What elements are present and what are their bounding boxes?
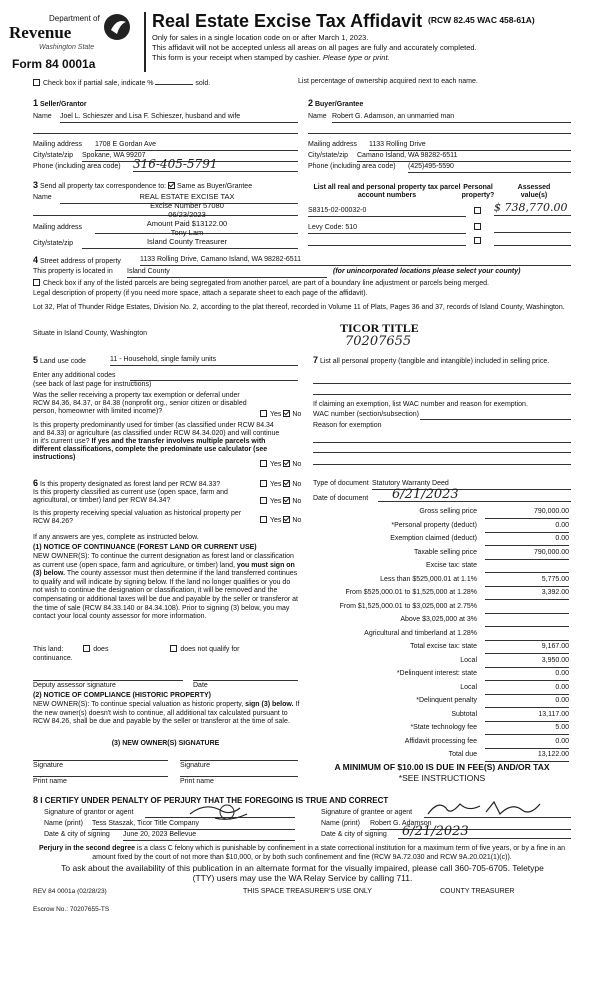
form-rcw: (RCW 82.45 WAC 458-61A) — [428, 15, 535, 25]
forest-q2: Is this property classified as current use (open space, farm and agricultural, or timber) land per RCW 84.34? — [33, 489, 228, 505]
header-sub2: This affidavit will not be accepted unless all areas on all pages are fully and accurately completed. — [152, 43, 477, 52]
owner-print-label-1: Print name — [33, 778, 67, 785]
wac-label: WAC number (section/subsection) — [313, 411, 419, 418]
assessed-line-3 — [494, 245, 571, 246]
calc-row — [313, 643, 569, 654]
owner-sig-line-2 — [180, 760, 298, 761]
stamp-line-1: REAL ESTATE EXCISE TAX — [139, 192, 235, 201]
this-land-row: This land: does does not qualify for — [33, 646, 240, 653]
forest-q3-answer: Yes No — [260, 516, 301, 525]
deputy-date-line — [193, 680, 298, 681]
doc-date-field[interactable]: 6/21/2023 — [378, 488, 571, 502]
calc-value-field[interactable]: 0.00 — [485, 684, 569, 695]
wac-line — [420, 419, 571, 420]
calc-label: From $525,000.01 to $1,525,000 at 1.28% — [345, 589, 477, 596]
grantor-date-label: Date & city of signing — [44, 831, 110, 838]
additional-codes-note: (see back of last page for instructions) — [33, 381, 152, 388]
calc-value-field[interactable]: 13,122.00 — [485, 751, 569, 762]
calc-row — [313, 724, 569, 735]
forest-q1-no-checkbox[interactable] — [283, 480, 290, 487]
calc-value-field[interactable]: 790,000.00 — [485, 508, 569, 519]
calc-label: Gross selling price — [419, 508, 477, 515]
form-number: Form 84 0001a — [12, 57, 96, 71]
seller-name-row: Name — [33, 113, 52, 120]
new-owner-sig-title: (3) NEW OWNER(S) SIGNATURE — [111, 740, 220, 747]
partial-sale-percent-field[interactable] — [155, 77, 193, 85]
seller-mailing-field[interactable]: 1708 E Gordan Ave — [95, 141, 298, 151]
notice1-text: NEW OWNER(S): To continue the current designation as forest land or classification as current use (open space, farm and agriculture, or timber) land, you must sign on (3) below. The county assessor must then determine if the land transferred continues to qualify and will indicate by signing below. If the land no longer qualifies or you do not wish to continue the designation or classification, it will be removed and the compensating or additional taxes will be due and payable by the seller or transferor at the time of sale (RCW 84.33.140 or 84.34.108). Prior to signing (3) below, you may contact your local county assessor for more information. — [33, 553, 298, 621]
ticor-stamp: TICOR TITLE — [340, 321, 419, 335]
timber-no-checkbox[interactable] — [283, 460, 290, 467]
calc-label: Agricultural and timberland at 1.28% — [364, 629, 477, 637]
calc-row — [313, 522, 569, 533]
grantee-date-label: Date & city of signing — [321, 831, 387, 838]
calc-label: *Delinquent penalty — [416, 697, 477, 704]
treasurer-stamp — [112, 192, 262, 246]
minimum-fee-note: A MINIMUM OF $10.00 IS DUE IN FEE(S) AND/OR TAX — [334, 762, 550, 772]
timber-question: Is this property predominantly used for timber (as classified under RCW 84.34 and 84.33) or agriculture (as classified under RCW 84.34.020) and will continue in it's current use? If yes and the transfer involves multiple parcels with different classifications, complete the predominate use calculator (see instructions) — [33, 422, 280, 462]
header-divider — [144, 12, 146, 72]
calc-row — [313, 508, 569, 519]
exemption-claim-text: If claiming an exemption, list WAC number and reason for exemption. — [313, 401, 528, 408]
forest-q2-yes-checkbox[interactable] — [260, 497, 267, 504]
calc-value-field[interactable]: 13,117.00 — [485, 711, 569, 722]
street-row: 4 Street address of property — [33, 255, 121, 265]
calc-label: Affidavit processing fee — [404, 737, 477, 745]
buyer-phone-field[interactable]: (425)495-5590 — [408, 163, 571, 173]
assessed-line-2 — [494, 232, 571, 233]
stamp-line-3: 06/23/2023 — [168, 210, 206, 219]
calc-value-field[interactable]: 0.00 — [485, 535, 569, 546]
reason-line-1 — [313, 442, 571, 443]
buyer-city-label: City/state/zip — [308, 152, 349, 159]
calc-label: *Delinquent interest: state — [396, 670, 477, 677]
parcel-line-3 — [308, 245, 466, 246]
header-sub1: Only for sales in a single location code on or after March 1, 2023. — [152, 33, 369, 42]
reason-line-3 — [313, 464, 571, 465]
calc-value-field[interactable]: 0.00 — [485, 522, 569, 533]
assessed-value-field[interactable]: $ 738,770.00 — [494, 202, 571, 216]
partial-sale-checkbox[interactable] — [33, 79, 40, 86]
stamp-line-4: Amount Paid $13122.00 — [146, 219, 228, 228]
treasurer-use-label: THIS SPACE TREASURER'S USE ONLY — [243, 888, 372, 895]
timber-answer: Yes No — [260, 460, 301, 469]
calc-label: *Personal property (deduct) — [391, 521, 477, 529]
buyer-name-line2 — [308, 133, 571, 134]
calc-row — [313, 616, 569, 627]
forest-q3-yes-checkbox[interactable] — [260, 516, 267, 523]
seller-mailing-label: Mailing address — [33, 141, 83, 148]
grantor-signature — [185, 800, 255, 822]
calc-row — [313, 589, 569, 600]
pp-line-1 — [313, 383, 571, 384]
calc-label: Above $3,025,000 at 3% — [400, 616, 477, 623]
calc-row — [313, 549, 569, 560]
calc-label: Total due — [448, 751, 477, 758]
owner-print-line-1 — [33, 776, 168, 777]
revision-label: REV 84 0001a (02/28/23) — [33, 888, 107, 895]
timber-yes-checkbox[interactable] — [260, 460, 267, 467]
reason-label: Reason for exemption — [313, 422, 382, 429]
calc-value-field[interactable] — [485, 616, 569, 627]
calc-label: Excise tax: state — [426, 562, 477, 569]
calc-value-field[interactable]: 3,950.00 — [485, 657, 569, 668]
grantee-sig-label: Signature of grantee or agent — [321, 809, 413, 816]
stamp-line-2: Excise Number 57080 — [150, 201, 224, 210]
street-field[interactable]: 1133 Rolling Drive, Camano Island, WA 98282-6511 — [140, 256, 571, 266]
notice1-title: (1) NOTICE OF CONTINUANCE (FOREST LAND OR CURRENT USE) — [33, 544, 257, 551]
calc-value-field[interactable]: 5.00 — [485, 724, 569, 735]
calc-row — [313, 684, 569, 695]
seller-name-line2 — [33, 133, 298, 134]
stamp-line-6: Island County Treasurer — [146, 237, 228, 246]
buyer-name-label: Name — [308, 113, 327, 120]
forest-q3: Is this property receiving special valuation as historical property per RCW 84.26? — [33, 510, 242, 526]
corr-name-label: Name — [33, 194, 52, 201]
agency-line1: Department of — [49, 14, 100, 23]
seller-phone-label: Phone (including area code) — [33, 163, 121, 170]
calc-label: Exemption claimed (deduct) — [390, 535, 477, 542]
calc-value-field[interactable] — [485, 630, 569, 641]
parcel-header: List all real and personal property tax parcel account numbers — [313, 184, 461, 200]
grantee-name-field[interactable]: Robert G. Adamson — [370, 820, 571, 830]
land-use-row: 5 Land use code — [33, 355, 86, 365]
seller-phone-field[interactable]: 316-405-5791 — [133, 158, 298, 172]
agency-line3: Washington State — [39, 44, 95, 51]
deputy-sig-line — [33, 680, 183, 681]
alternate-format-notice: To ask about the availability of this publication in an alternate format for the visually impaired, please call 360-705-6705. Teletype (TTY) users may use the WA Relay Service by calling 711. — [61, 863, 544, 883]
calc-value-field[interactable]: 9,167.00 — [485, 643, 569, 654]
forest-q1-yes-checkbox[interactable] — [260, 480, 267, 487]
calc-value-field[interactable]: 790,000.00 — [485, 549, 569, 560]
escrow-number: Escrow No.: 70207655-TS — [33, 906, 110, 913]
reason-line-2 — [313, 452, 571, 453]
form-title: Real Estate Excise Tax Affidavit — [152, 11, 423, 31]
county-select[interactable]: Island County — [127, 268, 327, 278]
owner-sig-label-2: Signature — [180, 762, 210, 769]
corr-mailing-label: Mailing address — [33, 224, 83, 231]
exemption-question: Was the seller receiving a property tax exemption or deferral under RCW 84.36, 84.37, or 84.38 (nonprofit org., senior citizen or disabled person, homeowner with limited income)? — [33, 392, 247, 416]
corr-city-line — [82, 248, 298, 249]
calc-value-field[interactable] — [485, 603, 569, 614]
land-use-field[interactable]: 11 - Household, single family units — [110, 356, 298, 366]
grantor-name-field[interactable]: Tess Staszak, Ticor Title Company — [92, 820, 295, 830]
owner-sig-line-1 — [33, 760, 168, 761]
seller-city-field[interactable]: Spokane, WA 99207 — [82, 152, 298, 162]
notice2-title: (2) NOTICE OF COMPLIANCE (HISTORIC PROPERTY) — [33, 692, 211, 699]
calc-row — [313, 657, 569, 668]
stamp-line-5: Tony Lam — [170, 228, 204, 237]
doc-date-label: Date of document — [313, 495, 369, 502]
segregation-row: Check box if any of the listed parcels are being segregated from another parcel, are part of a boundary line adjustment or parcels being merged. — [33, 279, 573, 288]
dor-logo — [9, 10, 134, 60]
buyer-heading: 2 Buyer/Grantee — [308, 98, 364, 108]
calc-label: Taxable selling price — [413, 548, 477, 556]
see-instructions: *SEE INSTRUCTIONS — [398, 773, 486, 783]
header-sub3: This form is your receipt when stamped by cashier. Please type or print. — [152, 53, 390, 62]
calc-label: Subtotal — [451, 710, 477, 718]
grantor-date-field[interactable]: June 20, 2023 Bellevue — [123, 831, 295, 841]
calc-row — [313, 738, 569, 749]
legal-label: Legal description of property (if you need more space, attach a separate sheet to each page of the affidavit). — [33, 290, 368, 297]
exemption-answer: Yes No — [260, 410, 301, 419]
calc-label: *State technology fee — [410, 724, 477, 731]
county-treasurer-label: COUNTY TREASURER — [440, 888, 515, 895]
continuance-label: continuance. — [33, 655, 73, 662]
calc-value-field[interactable]: 3,392.00 — [485, 589, 569, 600]
grantee-name-label: Name (print) — [321, 820, 360, 827]
owner-print-line-2 — [180, 776, 298, 777]
calc-row — [313, 576, 569, 587]
tax-correspondence-row: 3 Send all property tax correspondence to: Same as Buyer/Grantee — [33, 180, 253, 190]
grantor-sig-label: Signature of grantor or agent — [44, 809, 134, 816]
doc-type-field[interactable]: Statutory Warranty Deed — [372, 480, 571, 490]
land-does-checkbox[interactable] — [83, 645, 90, 652]
forest-q1-answer: Yes No — [260, 480, 301, 489]
ownership-note: List percentage of ownership acquired next to each name. — [298, 78, 478, 85]
if-yes-note: If any answers are yes, complete as instructed below. — [33, 534, 199, 541]
personal-property-header: Personal property? — [461, 184, 495, 200]
partial-sale-row: Check box if partial sale, indicate % sold. — [33, 77, 210, 88]
forest-q3-no-checkbox[interactable] — [283, 516, 290, 523]
deputy-sig-label: Deputy assessor signature — [33, 682, 116, 689]
seller-city-label: City/state/zip — [33, 152, 74, 159]
levy-code-field[interactable]: Levy Code: 510 — [308, 224, 466, 234]
calc-row — [313, 603, 569, 614]
calc-value-field[interactable]: 5,775.00 — [485, 576, 569, 587]
owner-print-label-2: Print name — [180, 778, 214, 785]
same-as-buyer-checkbox[interactable] — [168, 182, 175, 189]
perjury-notice: Perjury in the second degree is a class C felony which is punishable by confinement in a state correctional institution for a maximum term of five years, or by a fine in an amount fixed by the court of not more than $10,000, or by both such confinement and fine (RCW 9A.72.030 and RCW 9A.20.021(1)(c)). — [38, 845, 566, 861]
assessed-value-header: Assessed value(s) — [517, 184, 551, 200]
forest-q1: 6 Is this property designated as forest land per RCW 84.33? — [33, 478, 221, 488]
calc-row — [313, 535, 569, 546]
grantee-date-field[interactable]: 6/21/2023 — [398, 825, 571, 839]
calc-row — [313, 711, 569, 722]
dor-logo-icon — [102, 12, 132, 42]
certify-row: 8 I CERTIFY UNDER PENALTY OF PERJURY THAT THE FOREGOING IS TRUE AND CORRECT — [33, 795, 389, 805]
exemption-yes-checkbox[interactable] — [260, 410, 267, 417]
personal-property-row: 7 List all personal property (tangible and intangible) included in selling price. — [313, 355, 550, 365]
agency-line2: Revenue — [9, 23, 72, 42]
land-does-not-checkbox[interactable] — [170, 645, 177, 652]
calc-label: Less than $525,000.01 at 1.1% — [380, 575, 477, 583]
calc-row — [313, 562, 569, 573]
calc-row — [313, 697, 569, 708]
buyer-name-field[interactable]: Robert G. Adamson, an unmarried man — [332, 113, 571, 123]
calc-label: Local — [460, 656, 477, 664]
calc-value-field[interactable]: 0.00 — [485, 670, 569, 681]
legal-description: Lot 32, Plat of Thunder Ridge Estates, Division No. 2, according to the plat thereof, recorded in Volume 11 of Plats, Pages 36 and 37, records of Island County, Washington. — [33, 304, 565, 311]
personal-property-checkbox-1[interactable] — [474, 207, 481, 214]
corr-city-label: City/state/zip — [33, 240, 74, 247]
located-label: This property is located in — [33, 268, 113, 275]
buyer-city-field[interactable]: Camano Island, WA 98282-6511 — [357, 152, 571, 162]
seller-heading: 1 Seller/Grantor — [33, 98, 87, 108]
calc-label: Total excise tax: state — [410, 643, 477, 650]
exemption-no-checkbox[interactable] — [283, 410, 290, 417]
personal-property-checkbox-3[interactable] — [474, 237, 481, 244]
pp-line-2 — [313, 394, 571, 395]
forest-q2-answer: Yes No — [260, 497, 301, 506]
grantor-name-label: Name (print) — [44, 820, 83, 827]
buyer-mailing-field[interactable]: 1133 Rolling Drive — [369, 141, 571, 151]
calc-label: From $1,525,000.01 to $3,025,000 at 2.75% — [339, 602, 477, 610]
additional-codes-label: Enter any additional codes — [33, 372, 116, 379]
county-note: (for unincorporated locations please select your county) — [333, 268, 521, 275]
calc-row — [313, 630, 569, 641]
personal-property-checkbox-2[interactable] — [474, 223, 481, 230]
buyer-phone-label: Phone (including area code) — [308, 163, 396, 170]
segregation-checkbox[interactable] — [33, 279, 40, 286]
ticor-number: 70207655 — [345, 334, 412, 349]
parcel-number-field[interactable]: S8315-02-00032-0 — [308, 207, 466, 217]
calc-row — [313, 670, 569, 681]
owner-sig-label-1: Signature — [33, 762, 63, 769]
calc-value-field[interactable] — [485, 562, 569, 573]
notice2-text: NEW OWNER(S): To continue special valuation as historic property, sign (3) below. If the new owner(s) doesn't wish to continue, all additional tax calculated pursuant to RCW 84.26, shall be due and payable by the seller or transferor at the time of sale. — [33, 701, 300, 726]
calc-value-field[interactable]: 0.00 — [485, 697, 569, 708]
additional-codes-line — [130, 380, 298, 381]
seller-name-field[interactable]: Joel L. Schieszer and Lisa F. Schieszer, husband and wife — [60, 113, 298, 123]
grantee-signature — [424, 798, 544, 820]
calc-label: Local — [460, 683, 477, 691]
forest-q2-no-checkbox[interactable] — [283, 497, 290, 504]
buyer-mailing-label: Mailing address — [308, 141, 358, 148]
calc-value-field[interactable]: 0.00 — [485, 738, 569, 749]
doc-type-label: Type of document — [313, 480, 369, 487]
situate-text: Situate in Island County, Washington — [33, 330, 148, 337]
deputy-date-label: Date — [193, 682, 208, 689]
calc-row — [313, 751, 569, 762]
